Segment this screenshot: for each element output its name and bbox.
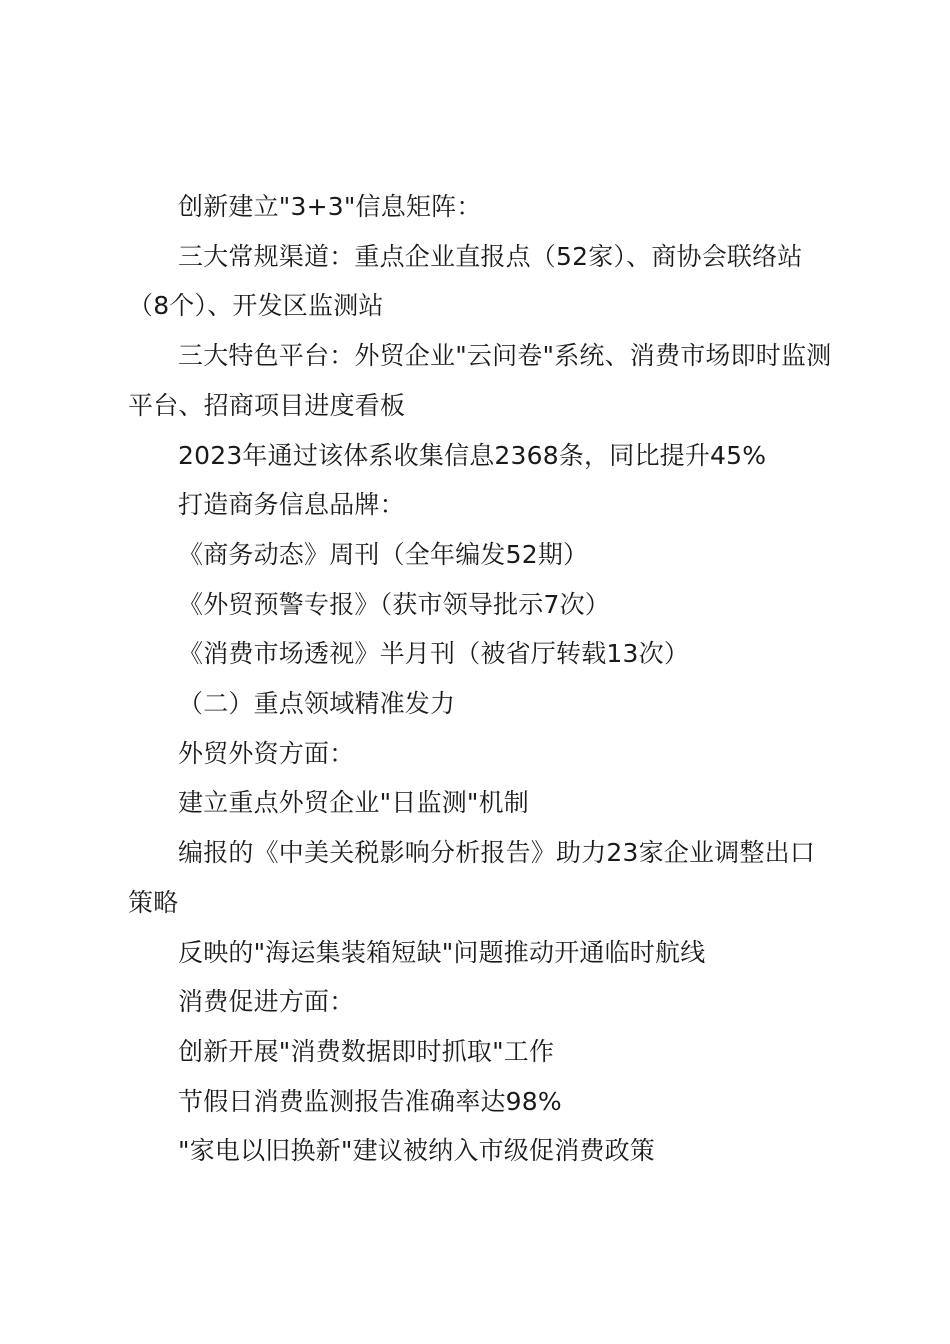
paragraph-holiday-accuracy: 节假日消费监测报告准确率达98% [178,1086,562,1116]
paragraph-info-matrix: 创新建立"3+3"信息矩阵： [178,192,482,221]
paragraph-tariff-report: 编报的《中美关税影响分析报告》助力23家企业调整出口策略 [128,838,816,917]
section-heading-key-fields: （二）重点领域精准发力 [178,689,456,719]
paragraph-container-shortage: 反映的"海运集装箱短缺"问题推动开通临时航线 [178,937,706,967]
paragraph-appliance-tradein: "家电以旧换新"建议被纳入市级促消费政策 [178,1136,655,1166]
paragraph-consumer-market: 《消费市场透视》半月刊（被省厅转载13次） [178,639,690,669]
paragraph-2023-stats: 2023年通过该体系收集信息2368条，同比提升45% [178,440,767,470]
document-body [128,182,838,1176]
paragraph-foreign-trade-heading: 外贸外资方面： [178,738,355,768]
paragraph-daily-monitoring: 建立重点外贸企业"日监测"机制 [178,788,529,818]
paragraph-commerce-weekly: 《商务动态》周刊（全年编发52期） [178,539,589,569]
paragraph-consumption-heading: 消费促进方面： [178,987,355,1017]
paragraph-data-capture: 创新开展"消费数据即时抓取"工作 [178,1036,555,1066]
paragraph-trade-alert: 《外贸预警专报》（获市领导批示7次） [178,589,611,619]
paragraph-regular-channels: 三大常规渠道：重点企业直报点（52家）、商协会联络站（8个）、开发区监测站 [128,241,803,321]
paragraph-brand-building: 打造商务信息品牌： [178,490,405,520]
paragraph-special-platforms: 三大特色平台：外贸企业"云问卷"系统、消费市场即时监测平台、招商项目进度看板 [128,341,832,420]
